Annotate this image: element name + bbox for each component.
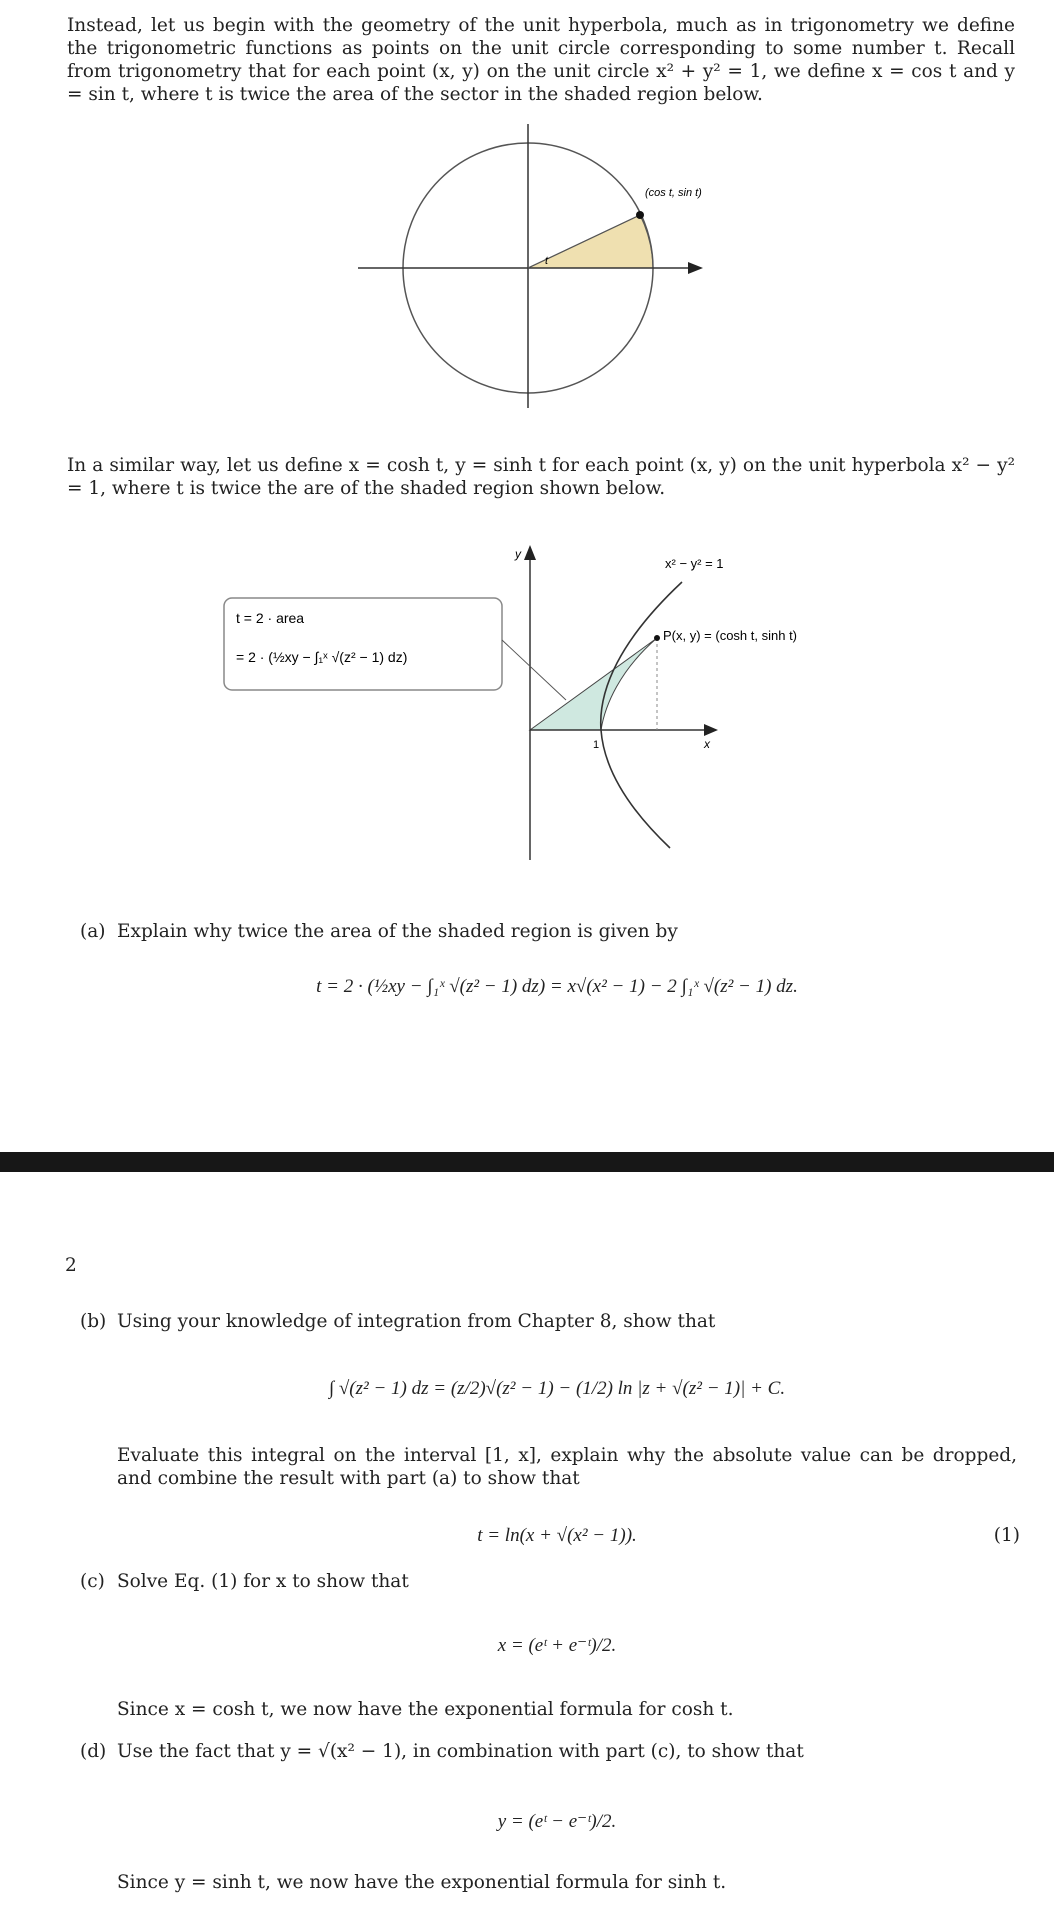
y-axis-arrow (524, 545, 536, 560)
part-d-equation: y = (eᵗ − e⁻ᵗ)/2. (497, 1811, 617, 1832)
part-b-text: Using your knowledge of integration from Chapter 8, show that (117, 1311, 716, 1332)
part-a-label: (a) (80, 921, 106, 942)
hyperbola-equation-label: x² − y² = 1 (665, 556, 724, 571)
one-label: 1 (593, 739, 600, 751)
unit-circle-figure (350, 118, 720, 418)
y-axis-label: y (515, 547, 521, 561)
part-b-text-2: Evaluate this integral on the interval [1, x], explain why the absolute value can be dropped, and combine the result with part (a) to show that (117, 1445, 1017, 1489)
x-axis-arrow-2 (704, 724, 718, 736)
part-b-label: (b) (80, 1311, 107, 1332)
page-number: 2 (65, 1255, 77, 1276)
part-d-text: Use the fact that y = √(x² − 1), in combination with part (c), to show that (117, 1741, 804, 1762)
page-divider (0, 1152, 1054, 1172)
hyperbola-curve (601, 582, 682, 848)
intro-paragraph-1: Instead, let us begin with the geometry of the unit hyperbola, much as in trigonometry we define the trigonometric functions as points on the unit circle corresponding to some number t. Recall from trigonometry that for each point (x, y) on the unit circle x² + y² = 1, we define x = cos t and y = sin t, where t is twice the area of the sector in the shaded region below. (67, 15, 1015, 105)
part-a-text: Explain why twice the area of the shaded region is given by (117, 921, 678, 942)
point-marker (636, 211, 644, 219)
hyp-point-label: P(x, y) = (cosh t, sinh t) (663, 628, 798, 643)
part-a-equation: t = 2 · (½xy − ∫₁ˣ √(z² − 1) dz) = x√(x² − 1) − 2 ∫₁ˣ √(z² − 1) dz. (316, 976, 798, 997)
part-c-label: (c) (80, 1571, 105, 1592)
part-c-equation: x = (eᵗ + e⁻ᵗ)/2. (497, 1635, 617, 1656)
circle-point-label: (cos t, sin t) (645, 187, 702, 199)
callout-line-2: = 2 · (½xy − ∫₁ˣ √(z² − 1) dz) (236, 649, 408, 665)
part-b-equation-2: t = ln(x + √(x² − 1)). (477, 1525, 637, 1546)
part-b-equation: ∫ √(z² − 1) dz = (z/2)√(z² − 1) − (1/2) ln |z + √(z² − 1)| + C. (328, 1378, 786, 1399)
part-c-text: Solve Eq. (1) for x to show that (117, 1571, 409, 1592)
part-d-after: Since y = sinh t, we now have the exponential formula for sinh t. (117, 1872, 727, 1893)
equation-number-1: (1) (993, 1525, 1020, 1546)
angle-label: t (545, 255, 549, 267)
part-d-label: (d) (80, 1741, 107, 1762)
callout-line-1: t = 2 · area (236, 610, 305, 626)
unit-hyperbola-figure (220, 530, 920, 860)
part-c-after: Since x = cosh t, we now have the exponential formula for cosh t. (117, 1699, 734, 1720)
x-axis-label: x (704, 737, 710, 751)
x-axis-arrow (688, 262, 703, 274)
hyp-point-marker (654, 635, 660, 641)
intro-paragraph-2: In a similar way, let us define x = cosh t, y = sinh t for each point (x, y) on the unit hyperbola x² − y² = 1, where t is twice the are of the shaded region shown below. (67, 455, 1015, 499)
callout-pointer (502, 640, 566, 700)
